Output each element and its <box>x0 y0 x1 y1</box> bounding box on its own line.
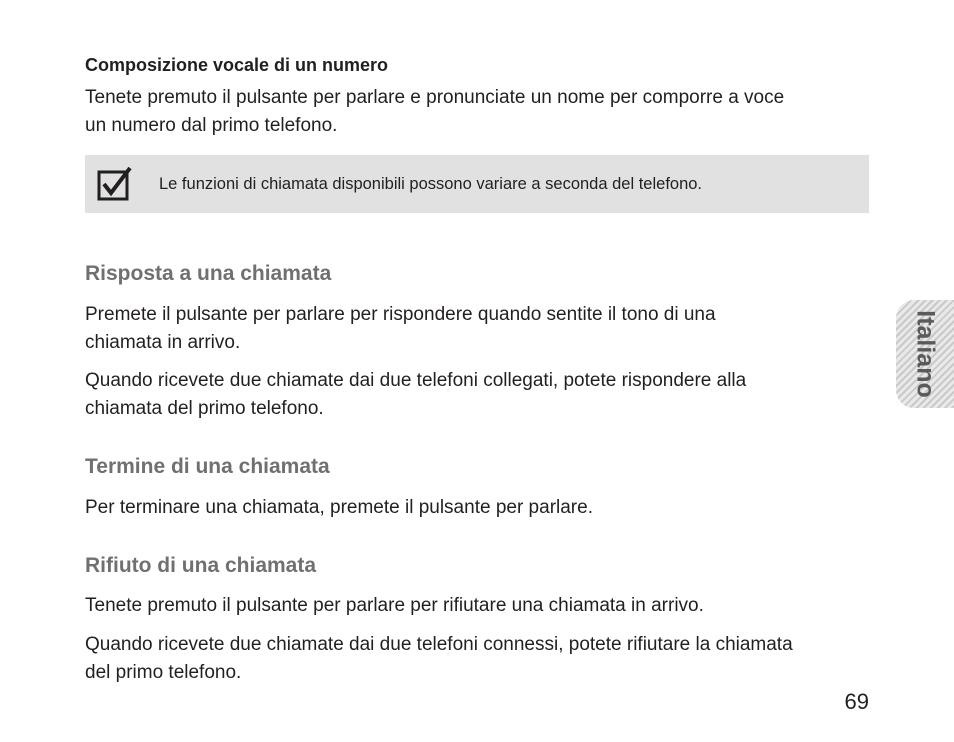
end-call-title: Termine di una chiamata <box>85 455 330 478</box>
language-side-tab <box>896 300 954 408</box>
answer-call-paragraph-1 <box>85 301 871 357</box>
voice-dial-heading: Composizione vocale di un numero <box>85 55 389 75</box>
answer-call-paragraph-2 <box>85 367 871 423</box>
answer-call-p2-line-1: Quando ricevete due chiamate dai due telefoni collegati, potete rispondere alla <box>85 370 747 391</box>
reject-call-p2-line-2: del primo telefono. <box>85 662 242 683</box>
reject-call-paragraph-1 <box>85 592 871 620</box>
voice-dial-paragraph <box>85 84 871 140</box>
end-call-paragraph <box>85 494 871 522</box>
answer-call-p1-line-1: Premete il pulsante per parlare per rispondere quando sentite il tono di una <box>85 304 716 325</box>
voice-dial-line-2: un numero dal primo telefono. <box>85 115 338 136</box>
answer-call-p2-line-2: chiamata del primo telefono. <box>85 398 324 419</box>
checkbox-check-icon <box>97 166 133 202</box>
note-text: Le funzioni di chiamata disponibili possono variare a seconda del telefono. <box>159 174 703 193</box>
reject-call-title: Rifiuto di una chiamata <box>85 554 317 577</box>
reject-call-paragraph-2 <box>85 631 871 687</box>
answer-call-p1-line-2: chiamata in arrivo. <box>85 332 241 353</box>
page-number: 69 <box>844 689 869 714</box>
language-tab-label: Italiano <box>911 310 940 398</box>
note-box <box>85 155 869 213</box>
answer-call-title: Risposta a una chiamata <box>85 262 332 285</box>
reject-call-p1-line-1: Tenete premuto il pulsante per parlare per rifiutare una chiamata in arrivo. <box>85 595 704 616</box>
voice-dial-line-1: Tenete premuto il pulsante per parlare e pronunciate un nome per comporre a voce <box>85 87 785 108</box>
end-call-p1-line-1: Per terminare una chiamata, premete il pulsante per parlare. <box>85 497 593 518</box>
reject-call-p2-line-1: Quando ricevete due chiamate dai due telefoni connessi, potete rifiutare la chiamata <box>85 634 793 655</box>
